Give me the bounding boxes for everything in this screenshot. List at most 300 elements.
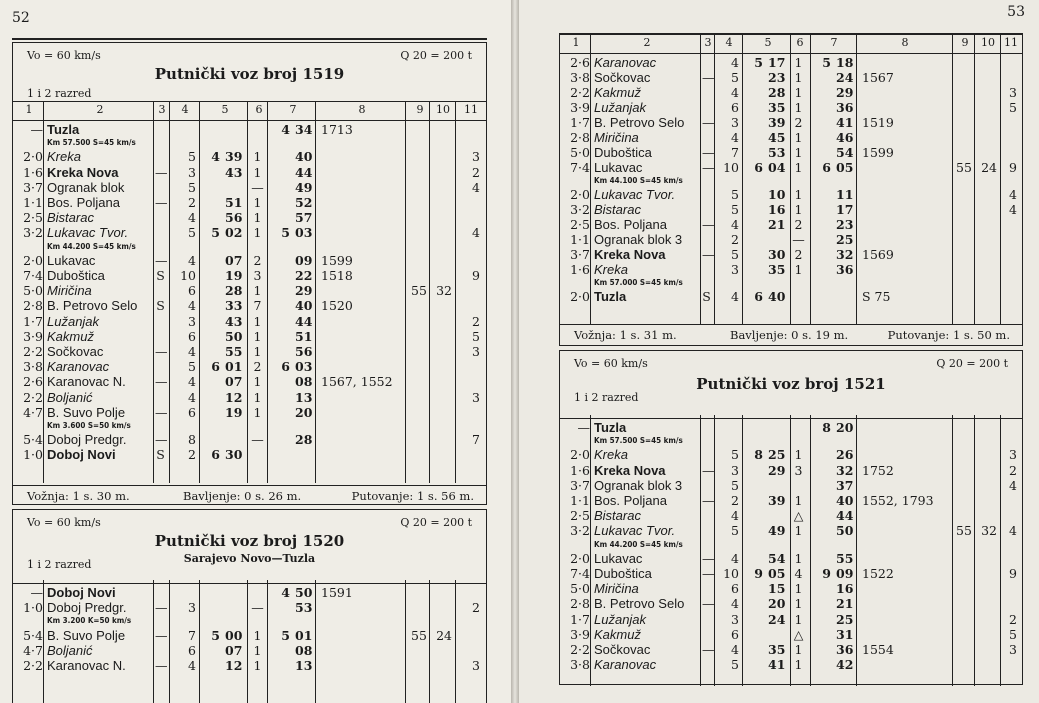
departure-minute: 40 [836,492,854,508]
dwell-time: 1 [794,581,803,597]
column-rule [856,415,857,686]
run-time: 5 [731,202,739,217]
arrival-hour: 9 [754,565,763,581]
station-name: Lužanjak [594,100,647,115]
departure-minute: 49 [295,179,313,195]
station-name: Karanovac [594,55,657,70]
km-value: 5·4 [23,432,43,448]
arrival-minute: 40 [768,289,786,304]
dwell-time: 1 [794,55,803,70]
run-time: 3 [188,164,196,180]
km-value: 2·0 [23,149,43,165]
load-label: Q 20 = 200 t [400,516,472,529]
run-time: 4 [731,550,739,566]
section-note: Km 44.200 S=45 km/s [47,241,136,251]
rule [13,101,486,102]
column-number: 1 [572,36,580,49]
departure-minute: 31 [836,626,854,642]
col11-value: 3 [1009,85,1017,100]
arrival-minute: 49 [768,523,786,539]
column-rule [267,580,268,703]
dwell-time: 3 [794,462,803,478]
arrival-minute: 30 [768,247,786,262]
col11-value: 4 [1009,187,1017,202]
km-value: 7·4 [570,565,590,581]
arrival-minute: 17 [768,55,786,70]
stop-mark: — [155,343,168,359]
departure-minute: 36 [836,262,854,277]
run-time: 10 [723,160,739,175]
departure-minute: 40 [295,298,313,314]
km-value: 1·1 [23,194,43,210]
stop-mark: — [155,164,168,180]
run-time: 4 [731,508,739,524]
stop-mark: — [155,252,168,268]
col11-value: 4 [1009,523,1017,539]
col11-value: 9 [472,267,480,283]
run-time: 4 [731,641,739,657]
run-time: 6 [188,642,196,658]
column-number: 11 [464,103,478,116]
dwell-time: 1 [253,210,262,226]
dwell-time: 4 [794,565,803,581]
departure-minute: 22 [295,267,313,283]
arrival-minute: 50 [225,328,243,344]
station-name: Kreka [47,149,81,165]
departure-minute: 16 [836,581,854,597]
run-time: 2 [188,194,196,210]
km-value: 1·1 [570,492,590,508]
km-value: 2·8 [570,596,590,612]
travel-time: Vožnja: 1 s. 31 m. [574,328,677,342]
stop-mark: — [702,492,715,508]
run-time: 5 [731,187,739,202]
col11-value: 9 [1009,160,1017,175]
arrival-minute: 24 [768,611,786,627]
station-name: Lukavac [594,550,643,566]
km-value: 2·0 [570,289,590,304]
dwell-time: 1 [253,642,262,658]
run-time: 4 [731,85,739,100]
departure-minute: 25 [836,611,854,627]
station-name: Sočkovac [594,70,651,85]
run-time: 5 [731,70,739,85]
station-name: Tuzla [594,289,627,304]
station-name: B. Suvo Polje [47,627,126,643]
station-name: Doboj Predgr. [47,600,127,616]
column-number: 3 [158,103,166,116]
crossing-trains: 1713 [321,122,353,137]
column-number: 8 [358,103,366,116]
dwell-time: 1 [794,85,803,100]
run-time: 10 [180,267,196,283]
column-rule [1000,415,1001,686]
run-time: 3 [188,600,196,616]
arrival-minute: 01 [225,359,243,375]
departure-minute: 20 [836,420,854,435]
col11-value: 3 [472,149,480,165]
station-name: Bistarac [47,210,94,226]
col11-value: 2 [1009,462,1017,478]
run-time: 4 [188,374,196,390]
column-number: 9 [416,103,424,116]
run-time: 4 [188,389,196,405]
run-time: 6 [188,328,196,344]
col11-value: 9 [1009,565,1017,581]
departure-hour: 5 [281,225,290,241]
km-value: 1·6 [570,462,590,478]
stop-mark: — [702,70,715,85]
dwell-time: 1 [794,187,803,202]
arrival-minute: 33 [225,298,243,314]
page-number: 52 [12,10,30,26]
crossing-trains: 1522 [862,565,894,581]
column-rule [790,415,791,686]
km-value: 2·0 [570,447,590,463]
dwell-time: 1 [794,160,803,175]
km-value: 1·1 [570,232,590,247]
station-name: Boljanić [47,389,93,405]
class-label: 1 i 2 razred [574,391,639,404]
station-name: Ogranak blok 3 [594,232,683,247]
column-number: 6 [255,103,263,116]
stop-mark: — [702,462,715,478]
dwell-total: Bavljenje: 0 s. 26 m. [183,489,302,503]
departure-hour: 5 [281,627,290,643]
stop-mark: — [702,550,715,566]
arrival-minute: 35 [768,641,786,657]
km-value: 2·8 [23,298,43,314]
run-time: 6 [188,404,196,420]
column-rule [43,101,44,483]
column-rule [405,580,406,703]
arrival-minute: 12 [225,657,243,673]
dwell-time: 7 [253,298,262,314]
departure-minute: 34 [295,122,313,137]
dwell-time: — [251,432,264,448]
run-time: 4 [731,130,739,145]
section-note: Km 3.600 S=50 km/s [47,420,131,430]
station-name: Miričina [47,283,92,299]
arrival-hour: 5 [211,225,220,241]
arrival-minute: 12 [225,389,243,405]
run-time: 5 [731,247,739,262]
section-note: Km 3.200 K=50 km/s [47,616,132,626]
station-name: Karanovac [47,359,110,375]
station-name: Karanovac [594,657,657,673]
km-value: 3·9 [570,100,590,115]
col9-value: 55 [956,523,972,539]
station-name: Kreka Nova [594,462,666,478]
column-rule [199,101,200,483]
departure-minute: 50 [295,585,313,600]
station-name: Bistarac [594,508,641,524]
km-value: 7·4 [570,160,590,175]
col11-value: 2 [472,313,480,329]
dwell-time: — [251,179,264,195]
km-value: 5·0 [570,581,590,597]
arrival-minute: 54 [768,550,786,566]
station-name: Kreka Nova [594,247,666,262]
arrival-minute: 56 [225,210,243,226]
departure-minute: 55 [836,550,854,566]
col11-value: 4 [472,179,480,195]
column-rule [153,101,154,483]
km-value: 1·6 [570,262,590,277]
station-name: Lukavac [594,160,643,175]
km-value: 3·9 [23,328,43,344]
station-name: B. Petrovo Selo [594,115,685,130]
crossing-trains: 1554 [862,641,894,657]
column-rule [742,34,743,324]
column-rule [810,415,811,686]
dwell-time: 1 [253,374,262,390]
book-gutter [511,0,519,703]
arrival-minute: 15 [768,581,786,597]
stop-mark: — [702,596,715,612]
km-value: 2·6 [23,374,43,390]
crossing-trains: 1567 [862,70,894,85]
departure-minute: 17 [836,202,854,217]
column-number: 4 [725,36,733,49]
section-note: Km 57.000 S=45 km/s [594,278,683,287]
station-name: Karanovac N. [47,374,126,390]
dwell-time: 1 [794,641,803,657]
col11-value: 2 [1009,611,1017,627]
station-name: Miričina [594,581,639,597]
column-rule [429,580,430,703]
departure-minute: 37 [836,477,854,493]
crossing-trains: 1520 [321,298,353,314]
station-name: Kakmuž [594,85,641,100]
column-rule [590,415,591,686]
departure-minute: 09 [836,565,854,581]
arrival-minute: 21 [768,217,786,232]
departure-minute: 28 [295,432,313,448]
run-time: 5 [731,477,739,493]
departure-minute: 26 [836,447,854,463]
departure-minute: 50 [836,523,854,539]
station-name: Ogranak blok 3 [594,477,683,493]
station-name: Lužanjak [47,313,100,329]
stop-mark: — [155,657,168,673]
km-value: 3·2 [23,225,43,241]
station-name: Karanovac N. [47,657,126,673]
column-rule [790,34,791,324]
run-time: 2 [731,232,739,247]
dwell-time: 1 [794,492,803,508]
km-value: 2·5 [23,210,43,226]
run-time: 4 [188,298,196,314]
km-value: 1·6 [23,164,43,180]
journey-total: Putovanje: 1 s. 50 m. [887,328,1010,342]
arrival-minute: 19 [225,267,243,283]
station-name: B. Petrovo Selo [47,298,138,314]
stop-mark: S [702,289,711,304]
timetable-1520 [12,509,487,703]
departure-hour: 4 [281,585,290,600]
col9-value: 55 [411,627,427,643]
dwell-time: 1 [794,202,803,217]
arrival-hour: 6 [754,160,763,175]
departure-minute: 01 [295,627,313,643]
departure-hour: 6 [281,359,290,375]
crossing-trains: S 75 [862,289,891,304]
column-rule [267,101,268,483]
arrival-minute: 35 [768,262,786,277]
column-number: 2 [643,36,651,49]
dwell-total: Bavljenje: 0 s. 19 m. [730,328,849,342]
km-value: 4·7 [23,642,43,658]
arrival-minute: 07 [225,374,243,390]
station-name: B. Suvo Polje [47,404,126,420]
arrival-minute: 30 [225,447,243,463]
km-value: 3·7 [570,477,590,493]
departure-minute: 13 [295,389,313,405]
col11-value: 3 [1009,447,1017,463]
station-name: B. Petrovo Selo [594,596,685,612]
departure-minute: 13 [295,657,313,673]
departure-minute: 36 [836,641,854,657]
stop-mark: — [702,160,715,175]
column-rule [700,34,701,324]
dwell-time: — [251,600,264,616]
column-rule [810,34,811,324]
departure-minute: 36 [836,100,854,115]
station-name: Doboj Novi [47,585,116,600]
column-number: 7 [289,103,297,116]
departure-minute: 44 [836,508,854,524]
km-value: 3·8 [570,70,590,85]
rule [13,485,486,486]
dwell-time: △ [793,626,804,642]
arrival-minute: 02 [225,225,243,241]
timetable-1520-continued [559,33,1023,346]
train-title: Putnički voz broj 1521 [696,375,886,393]
arrival-minute: 39 [768,115,786,130]
run-time: 2 [188,447,196,463]
departure-minute: 51 [295,328,313,344]
crossing-trains: 1518 [321,267,353,283]
stop-mark: — [155,627,168,643]
km-value: 2·8 [570,130,590,145]
run-time: 3 [731,115,739,130]
speed-label: Vo = 60 km/s [27,516,101,529]
departure-minute: 29 [295,283,313,299]
departure-hour: 5 [822,55,831,70]
arrival-minute: 10 [768,187,786,202]
speed-label: Vo = 60 km/s [574,357,648,370]
departure-minute: 42 [836,657,854,673]
dwell-time: 1 [794,100,803,115]
departure-minute: 24 [836,70,854,85]
stop-mark: — [702,217,715,232]
run-time: 8 [188,432,196,448]
column-rule [199,580,200,703]
dwell-time: 1 [253,164,262,180]
run-time: 6 [731,100,739,115]
col9-value: 55 [411,283,427,299]
departure-minute: 32 [836,462,854,478]
column-number: 5 [221,103,229,116]
run-time: 7 [731,145,739,160]
arrival-hour: 5 [211,627,220,643]
station-name: Doboj Novi [47,447,116,463]
km-value: 2·0 [23,252,43,268]
km-value: — [30,585,43,600]
station-name: Ogranak blok [47,179,125,195]
departure-minute: 41 [836,115,854,130]
arrival-hour: 6 [754,289,763,304]
class-label: 1 i 2 razred [27,87,92,100]
run-time: 3 [188,313,196,329]
km-value: 4·7 [23,404,43,420]
arrival-minute: 23 [768,70,786,85]
km-value: 2·0 [570,550,590,566]
km-value: 2·5 [570,217,590,232]
stop-mark: S [156,298,165,314]
dwell-time: 1 [253,657,262,673]
stop-mark: — [155,600,168,616]
arrival-hour: 8 [754,447,763,463]
arrival-minute: 07 [225,252,243,268]
load-label: Q 20 = 200 t [936,357,1008,370]
run-time: 5 [188,225,196,241]
run-time: 4 [188,343,196,359]
run-time: 3 [731,462,739,478]
column-rule [247,580,248,703]
dwell-time: 1 [253,194,262,210]
run-time: 6 [731,626,739,642]
arrival-minute: 19 [225,404,243,420]
arrival-minute: 05 [768,565,786,581]
column-number: 10 [981,36,995,49]
km-value: 7·4 [23,267,43,283]
arrival-minute: 53 [768,145,786,160]
col10-value: 24 [981,160,997,175]
km-value: 2·2 [570,85,590,100]
col10-value: 32 [981,523,997,539]
run-time: 2 [731,492,739,508]
dwell-time: 1 [253,149,262,165]
departure-hour: 4 [281,122,290,137]
stop-mark: — [155,374,168,390]
km-value: 2·0 [570,187,590,202]
departure-minute: 03 [295,359,313,375]
col11-value: 3 [472,657,480,673]
departure-minute: 56 [295,343,313,359]
run-time: 5 [731,523,739,539]
departure-hour: 8 [822,420,831,435]
crossing-trains: 1599 [321,252,353,268]
section-note: Km 57.500 S=45 km/s [594,436,683,446]
dwell-time: 2 [253,252,262,268]
dwell-time: 1 [794,70,803,85]
class-label: 1 i 2 razred [27,558,92,571]
km-value: 2·2 [23,389,43,405]
arrival-minute: 41 [768,657,786,673]
dwell-time: 1 [253,283,262,299]
arrival-hour: 4 [211,149,220,165]
station-name: Miričina [594,130,639,145]
run-time: 4 [188,252,196,268]
route-label: Sarajevo Novo—Tuzla [183,552,316,565]
km-value: 2·2 [570,641,590,657]
departure-minute: 05 [836,160,854,175]
col11-value: 4 [1009,477,1017,493]
dwell-time: 1 [794,145,803,160]
station-name: Tuzla [47,122,80,137]
